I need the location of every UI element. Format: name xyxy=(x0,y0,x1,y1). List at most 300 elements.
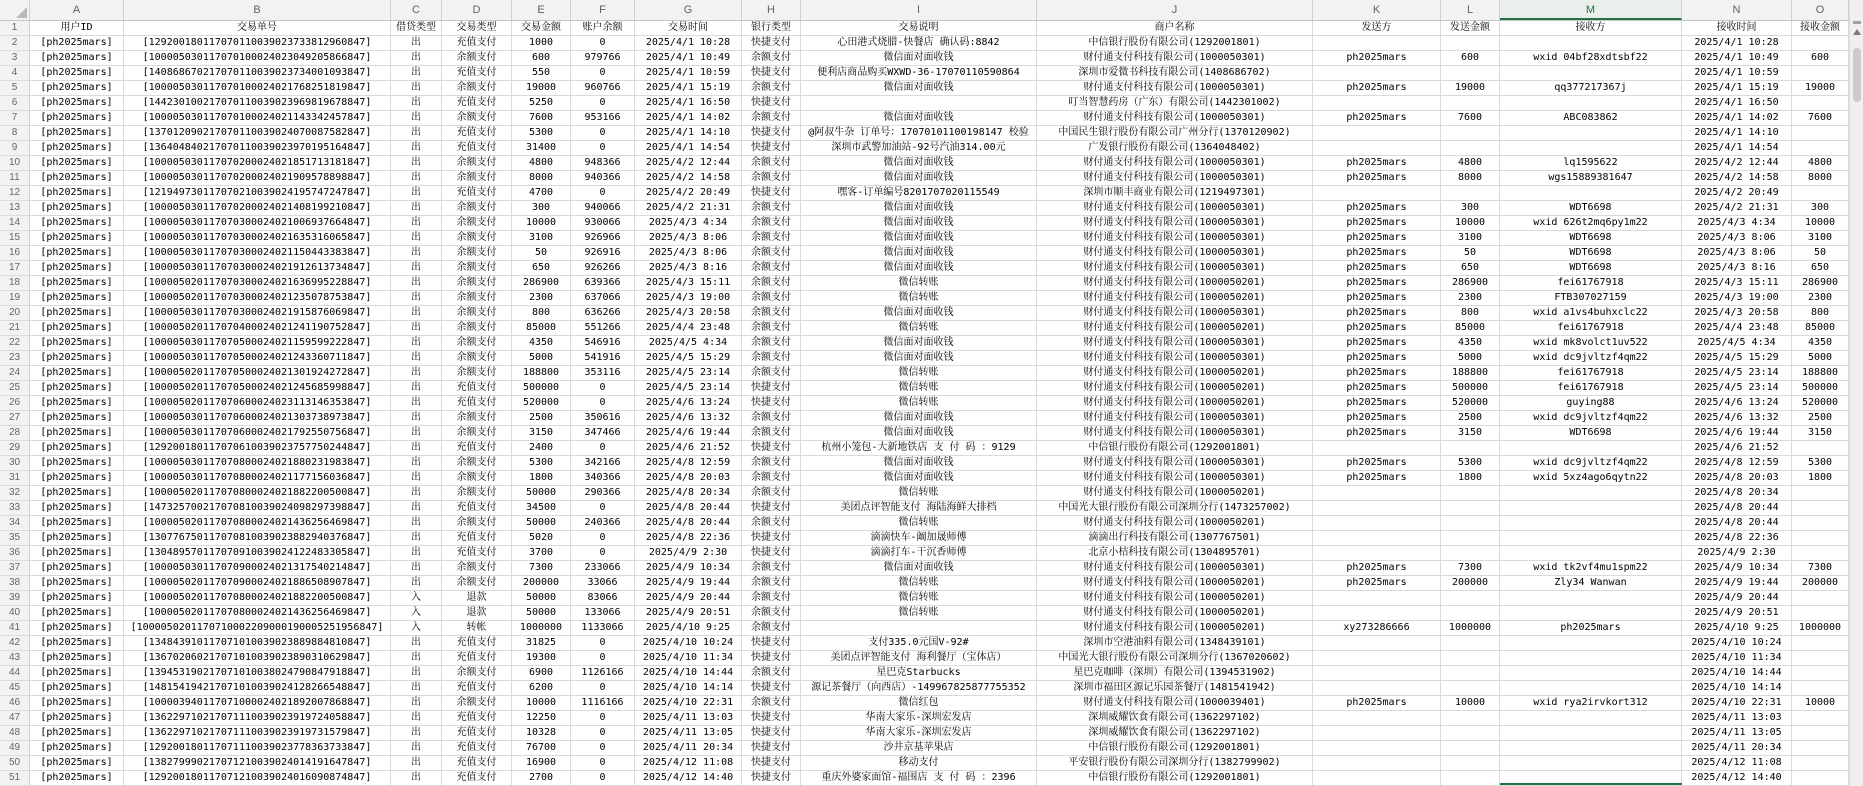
cell-G48[interactable]: 2025/4/11 13:05 xyxy=(635,726,742,741)
cell-J14[interactable]: 财付通支付科技有限公司(1000050301) xyxy=(1037,216,1313,231)
cell-F19[interactable]: 637066 xyxy=(571,291,635,306)
cell-E16[interactable]: 50 xyxy=(512,246,571,261)
cell-E49[interactable]: 76700 xyxy=(512,741,571,756)
cell-J44[interactable]: 星巴克咖啡（深圳）有限公司(1394531902) xyxy=(1037,666,1313,681)
cell-J32[interactable]: 财付通支付科技有限公司(1000050201) xyxy=(1037,486,1313,501)
row-header-27[interactable]: 27 xyxy=(0,411,30,426)
cell-O12[interactable] xyxy=(1792,186,1849,201)
cell-O9[interactable] xyxy=(1792,141,1849,156)
cell-D46[interactable]: 余额支付 xyxy=(442,696,512,711)
cell-G42[interactable]: 2025/4/10 10:24 xyxy=(635,636,742,651)
row-header-12[interactable]: 12 xyxy=(0,186,30,201)
cell-J27[interactable]: 财付通支付科技有限公司(1000050301) xyxy=(1037,411,1313,426)
cell-K3[interactable]: ph2025mars xyxy=(1313,51,1441,66)
cell-O40[interactable] xyxy=(1792,606,1849,621)
cell-C7[interactable]: 出 xyxy=(391,111,442,126)
cell-F18[interactable]: 639366 xyxy=(571,276,635,291)
cell-B45[interactable]: [148154194217071010039024128266548847] xyxy=(124,681,391,696)
row-header-25[interactable]: 25 xyxy=(0,381,30,396)
cell-E22[interactable]: 4350 xyxy=(512,336,571,351)
cell-B32[interactable]: [100005020117070800024021882200500847] xyxy=(124,486,391,501)
cell-A44[interactable]: [ph2025mars] xyxy=(30,666,124,681)
cell-F28[interactable]: 347466 xyxy=(571,426,635,441)
cell-B29[interactable]: [129200180117070610039023757750244847] xyxy=(124,441,391,456)
cell-K32[interactable] xyxy=(1313,486,1441,501)
cell-A10[interactable]: [ph2025mars] xyxy=(30,156,124,171)
cell-I2[interactable]: 心田港式烧腊-快餐店 确认码:8842 xyxy=(801,36,1037,51)
cell-J12[interactable]: 深圳市顺丰商业有限公司(1219497301) xyxy=(1037,186,1313,201)
row-header-13[interactable]: 13 xyxy=(0,201,30,216)
cell-G7[interactable]: 2025/4/1 14:02 xyxy=(635,111,742,126)
cell-G44[interactable]: 2025/4/10 14:44 xyxy=(635,666,742,681)
cell-O4[interactable] xyxy=(1792,66,1849,81)
cell-D33[interactable]: 充值支付 xyxy=(442,501,512,516)
cell-K44[interactable] xyxy=(1313,666,1441,681)
cell-O38[interactable]: 200000 xyxy=(1792,576,1849,591)
cell-L50[interactable] xyxy=(1441,756,1500,771)
cell-O45[interactable] xyxy=(1792,681,1849,696)
cell-B4[interactable]: [140868670217070110039023734001093847] xyxy=(124,66,391,81)
cell-K45[interactable] xyxy=(1313,681,1441,696)
cell-N20[interactable]: 2025/4/3 20:58 xyxy=(1682,306,1792,321)
cell-H36[interactable]: 快捷支付 xyxy=(742,546,801,561)
cell-A3[interactable]: [ph2025mars] xyxy=(30,51,124,66)
cell-C47[interactable]: 出 xyxy=(391,711,442,726)
cell-D40[interactable]: 退款 xyxy=(442,606,512,621)
cell-G22[interactable]: 2025/4/5 4:34 xyxy=(635,336,742,351)
cell-D47[interactable]: 充值支付 xyxy=(442,711,512,726)
cell-G35[interactable]: 2025/4/8 22:36 xyxy=(635,531,742,546)
row-header-42[interactable]: 42 xyxy=(0,636,30,651)
cell-F26[interactable]: 0 xyxy=(571,396,635,411)
cell-I12[interactable]: 嘿客-订单编号8201707020115549 xyxy=(801,186,1037,201)
cell-M8[interactable] xyxy=(1500,126,1682,141)
cell-O16[interactable]: 50 xyxy=(1792,246,1849,261)
cell-N32[interactable]: 2025/4/8 20:34 xyxy=(1682,486,1792,501)
cell-M35[interactable] xyxy=(1500,531,1682,546)
cell-D12[interactable]: 充值支付 xyxy=(442,186,512,201)
cell-K41[interactable]: xy273286666 xyxy=(1313,621,1441,636)
cell-J45[interactable]: 深圳市福田区源记乐园茶餐厅(1481541942) xyxy=(1037,681,1313,696)
cell-L14[interactable]: 10000 xyxy=(1441,216,1500,231)
cell-K17[interactable]: ph2025mars xyxy=(1313,261,1441,276)
cell-L49[interactable] xyxy=(1441,741,1500,756)
cell-C11[interactable]: 出 xyxy=(391,171,442,186)
column-header-M[interactable]: M xyxy=(1500,0,1682,20)
cell-F48[interactable]: 0 xyxy=(571,726,635,741)
cell-K24[interactable]: ph2025mars xyxy=(1313,366,1441,381)
cell-L20[interactable]: 800 xyxy=(1441,306,1500,321)
cell-L9[interactable] xyxy=(1441,141,1500,156)
cell-C17[interactable]: 出 xyxy=(391,261,442,276)
cell-N28[interactable]: 2025/4/6 19:44 xyxy=(1682,426,1792,441)
cell-F12[interactable]: 0 xyxy=(571,186,635,201)
cell-L48[interactable] xyxy=(1441,726,1500,741)
cell-B20[interactable]: [100005030117070300024021915876069847] xyxy=(124,306,391,321)
cell-M25[interactable]: fei61767918 xyxy=(1500,381,1682,396)
cell-B27[interactable]: [100005030117070600024021303738973847] xyxy=(124,411,391,426)
cell-K40[interactable] xyxy=(1313,606,1441,621)
cell-I51[interactable]: 重庆外婆家面馆-福围店 支 付 码 ：2396 xyxy=(801,771,1037,786)
cell-D3[interactable]: 余额支付 xyxy=(442,51,512,66)
cell-N23[interactable]: 2025/4/5 15:29 xyxy=(1682,351,1792,366)
cell-G8[interactable]: 2025/4/1 14:10 xyxy=(635,126,742,141)
cell-K33[interactable] xyxy=(1313,501,1441,516)
cell-E4[interactable]: 550 xyxy=(512,66,571,81)
cell-D7[interactable]: 余额支付 xyxy=(442,111,512,126)
cell-C36[interactable]: 出 xyxy=(391,546,442,561)
cell-N30[interactable]: 2025/4/8 12:59 xyxy=(1682,456,1792,471)
cell-I29[interactable]: 杭州小笼包-大新地铁店 支 付 码 ：9129 xyxy=(801,441,1037,456)
cell-H39[interactable]: 余额支付 xyxy=(742,591,801,606)
cell-N16[interactable]: 2025/4/3 8:06 xyxy=(1682,246,1792,261)
cell-G15[interactable]: 2025/4/3 8:06 xyxy=(635,231,742,246)
cell-K10[interactable]: ph2025mars xyxy=(1313,156,1441,171)
cell-O18[interactable]: 286900 xyxy=(1792,276,1849,291)
cell-L46[interactable]: 10000 xyxy=(1441,696,1500,711)
cell-A15[interactable]: [ph2025mars] xyxy=(30,231,124,246)
cell-E37[interactable]: 7300 xyxy=(512,561,571,576)
cell-F46[interactable]: 1116166 xyxy=(571,696,635,711)
cell-G37[interactable]: 2025/4/9 10:34 xyxy=(635,561,742,576)
cell-A1[interactable]: 用户ID xyxy=(30,21,124,36)
cell-L11[interactable]: 8000 xyxy=(1441,171,1500,186)
cell-J22[interactable]: 财付通支付科技有限公司(1000050301) xyxy=(1037,336,1313,351)
cell-H17[interactable]: 余额支付 xyxy=(742,261,801,276)
cell-H24[interactable]: 余额支付 xyxy=(742,366,801,381)
cell-N24[interactable]: 2025/4/5 23:14 xyxy=(1682,366,1792,381)
cell-I43[interactable]: 美团点评智能支付 海利餐厅（宝体店） xyxy=(801,651,1037,666)
cell-C51[interactable]: 出 xyxy=(391,771,442,786)
cell-G1[interactable]: 交易时间 xyxy=(635,21,742,36)
cell-I28[interactable]: 微信面对面收钱 xyxy=(801,426,1037,441)
cell-D32[interactable]: 余额支付 xyxy=(442,486,512,501)
row-header-6[interactable]: 6 xyxy=(0,96,30,111)
cell-N26[interactable]: 2025/4/6 13:24 xyxy=(1682,396,1792,411)
cell-J5[interactable]: 财付通支付科技有限公司(1000050301) xyxy=(1037,81,1313,96)
cell-B34[interactable]: [100005020117070800024021436256469847] xyxy=(124,516,391,531)
cell-I8[interactable]: @阿叔牛杂 订单号：17070101100198147 校验 xyxy=(801,126,1037,141)
cell-B14[interactable]: [100005030117070300024021006937664847] xyxy=(124,216,391,231)
cell-I35[interactable]: 滴滴快车-阚加晟师傅 xyxy=(801,531,1037,546)
cell-F39[interactable]: 83066 xyxy=(571,591,635,606)
cell-E46[interactable]: 10000 xyxy=(512,696,571,711)
cell-M14[interactable]: wxid 626t2mq6py1m22 xyxy=(1500,216,1682,231)
cell-E8[interactable]: 5300 xyxy=(512,126,571,141)
cell-N12[interactable]: 2025/4/2 20:49 xyxy=(1682,186,1792,201)
cell-G14[interactable]: 2025/4/3 4:34 xyxy=(635,216,742,231)
cell-C28[interactable]: 出 xyxy=(391,426,442,441)
row-header-51[interactable]: 51 xyxy=(0,771,30,786)
cell-D15[interactable]: 余额支付 xyxy=(442,231,512,246)
cell-F8[interactable]: 0 xyxy=(571,126,635,141)
row-header-38[interactable]: 38 xyxy=(0,576,30,591)
cell-B31[interactable]: [100005030117070800024021177156036847] xyxy=(124,471,391,486)
cell-C21[interactable]: 出 xyxy=(391,321,442,336)
cell-C37[interactable]: 出 xyxy=(391,561,442,576)
cell-M9[interactable] xyxy=(1500,141,1682,156)
cell-K28[interactable]: ph2025mars xyxy=(1313,426,1441,441)
cell-O23[interactable]: 5000 xyxy=(1792,351,1849,366)
cell-I48[interactable]: 华南大家乐-深圳宏发店 xyxy=(801,726,1037,741)
cell-B1[interactable]: 交易单号 xyxy=(124,21,391,36)
cell-E32[interactable]: 50000 xyxy=(512,486,571,501)
cell-K22[interactable]: ph2025mars xyxy=(1313,336,1441,351)
cell-G24[interactable]: 2025/4/5 23:14 xyxy=(635,366,742,381)
cell-A25[interactable]: [ph2025mars] xyxy=(30,381,124,396)
cell-M44[interactable] xyxy=(1500,666,1682,681)
cell-M15[interactable]: WDT6698 xyxy=(1500,231,1682,246)
cell-F11[interactable]: 940366 xyxy=(571,171,635,186)
cell-C43[interactable]: 出 xyxy=(391,651,442,666)
cell-B23[interactable]: [100005030117070500024021243360711847] xyxy=(124,351,391,366)
cell-C32[interactable]: 出 xyxy=(391,486,442,501)
cell-O27[interactable]: 2500 xyxy=(1792,411,1849,426)
cell-H27[interactable]: 余额支付 xyxy=(742,411,801,426)
cell-C30[interactable]: 出 xyxy=(391,456,442,471)
cell-A12[interactable]: [ph2025mars] xyxy=(30,186,124,201)
cell-K35[interactable] xyxy=(1313,531,1441,546)
cell-I26[interactable]: 微信转账 xyxy=(801,396,1037,411)
cell-N4[interactable]: 2025/4/1 10:59 xyxy=(1682,66,1792,81)
cell-J37[interactable]: 财付通支付科技有限公司(1000050301) xyxy=(1037,561,1313,576)
cell-B6[interactable]: [144230100217070110039023969819678847] xyxy=(124,96,391,111)
cell-C13[interactable]: 出 xyxy=(391,201,442,216)
cell-B30[interactable]: [100005030117070800024021880231983847] xyxy=(124,456,391,471)
cell-K30[interactable]: ph2025mars xyxy=(1313,456,1441,471)
cell-C50[interactable]: 出 xyxy=(391,756,442,771)
cell-M6[interactable] xyxy=(1500,96,1682,111)
cell-F45[interactable]: 0 xyxy=(571,681,635,696)
cell-K49[interactable] xyxy=(1313,741,1441,756)
cell-B5[interactable]: [100005030117070100024021768251819847] xyxy=(124,81,391,96)
cell-F23[interactable]: 541916 xyxy=(571,351,635,366)
row-header-14[interactable]: 14 xyxy=(0,216,30,231)
cell-N29[interactable]: 2025/4/6 21:52 xyxy=(1682,441,1792,456)
cell-I46[interactable]: 微信红包 xyxy=(801,696,1037,711)
cell-I4[interactable]: 便利店商品购买WXWD-36-17070110590864 xyxy=(801,66,1037,81)
row-header-31[interactable]: 31 xyxy=(0,471,30,486)
cell-I50[interactable]: 移动支付 xyxy=(801,756,1037,771)
cell-L22[interactable]: 4350 xyxy=(1441,336,1500,351)
cell-H3[interactable]: 余额支付 xyxy=(742,51,801,66)
cell-C19[interactable]: 出 xyxy=(391,291,442,306)
cell-H43[interactable]: 快捷支付 xyxy=(742,651,801,666)
row-header-22[interactable]: 22 xyxy=(0,336,30,351)
cell-M10[interactable]: lq1595622 xyxy=(1500,156,1682,171)
cell-O32[interactable] xyxy=(1792,486,1849,501)
cell-K26[interactable]: ph2025mars xyxy=(1313,396,1441,411)
cell-B51[interactable]: [129200180117071210039024016090874847] xyxy=(124,771,391,786)
cell-L24[interactable]: 188800 xyxy=(1441,366,1500,381)
cell-G30[interactable]: 2025/4/8 12:59 xyxy=(635,456,742,471)
cell-H51[interactable]: 快捷支付 xyxy=(742,771,801,786)
row-header-24[interactable]: 24 xyxy=(0,366,30,381)
cell-A19[interactable]: [ph2025mars] xyxy=(30,291,124,306)
cell-G23[interactable]: 2025/4/5 15:29 xyxy=(635,351,742,366)
cell-N2[interactable]: 2025/4/1 10:28 xyxy=(1682,36,1792,51)
cell-B9[interactable]: [136404840217070110039023970195164847] xyxy=(124,141,391,156)
cell-G38[interactable]: 2025/4/9 19:44 xyxy=(635,576,742,591)
cell-N42[interactable]: 2025/4/10 10:24 xyxy=(1682,636,1792,651)
cell-J41[interactable]: 财付通支付科技有限公司(1000050201) xyxy=(1037,621,1313,636)
cell-D34[interactable]: 余额支付 xyxy=(442,516,512,531)
cell-N11[interactable]: 2025/4/2 14:58 xyxy=(1682,171,1792,186)
cell-B10[interactable]: [100005030117070200024021851713181847] xyxy=(124,156,391,171)
column-header-H[interactable]: H xyxy=(742,0,801,20)
row-header-11[interactable]: 11 xyxy=(0,171,30,186)
cell-O24[interactable]: 188800 xyxy=(1792,366,1849,381)
cell-G50[interactable]: 2025/4/12 11:08 xyxy=(635,756,742,771)
cell-F1[interactable]: 账户余额 xyxy=(571,21,635,36)
cell-I19[interactable]: 微信转账 xyxy=(801,291,1037,306)
cell-B3[interactable]: [100005030117070100024023049205866847] xyxy=(124,51,391,66)
row-header-3[interactable]: 3 xyxy=(0,51,30,66)
cell-E1[interactable]: 交易金额 xyxy=(512,21,571,36)
column-header-L[interactable]: L xyxy=(1441,0,1500,20)
cell-E13[interactable]: 300 xyxy=(512,201,571,216)
row-header-2[interactable]: 2 xyxy=(0,36,30,51)
cell-L33[interactable] xyxy=(1441,501,1500,516)
cell-N1[interactable]: 接收时间 xyxy=(1682,21,1792,36)
cell-H18[interactable]: 余额支付 xyxy=(742,276,801,291)
cell-F25[interactable]: 0 xyxy=(571,381,635,396)
cell-J26[interactable]: 财付通支付科技有限公司(1000050201) xyxy=(1037,396,1313,411)
cell-L15[interactable]: 3100 xyxy=(1441,231,1500,246)
cell-K21[interactable]: ph2025mars xyxy=(1313,321,1441,336)
cell-F29[interactable]: 0 xyxy=(571,441,635,456)
cell-F33[interactable]: 0 xyxy=(571,501,635,516)
cell-F49[interactable]: 0 xyxy=(571,741,635,756)
cell-H30[interactable]: 余额支付 xyxy=(742,456,801,471)
cell-L41[interactable]: 1000000 xyxy=(1441,621,1500,636)
cell-E25[interactable]: 500000 xyxy=(512,381,571,396)
cell-C4[interactable]: 出 xyxy=(391,66,442,81)
cell-N9[interactable]: 2025/4/1 14:54 xyxy=(1682,141,1792,156)
cell-L36[interactable] xyxy=(1441,546,1500,561)
cell-I5[interactable]: 微信面对面收钱 xyxy=(801,81,1037,96)
cell-D4[interactable]: 充值支付 xyxy=(442,66,512,81)
cell-O30[interactable]: 5300 xyxy=(1792,456,1849,471)
cell-E26[interactable]: 520000 xyxy=(512,396,571,411)
cell-K42[interactable] xyxy=(1313,636,1441,651)
row-header-49[interactable]: 49 xyxy=(0,741,30,756)
cell-E50[interactable]: 16900 xyxy=(512,756,571,771)
cell-E2[interactable]: 1000 xyxy=(512,36,571,51)
cell-J11[interactable]: 财付通支付科技有限公司(1000050301) xyxy=(1037,171,1313,186)
cell-G19[interactable]: 2025/4/3 19:00 xyxy=(635,291,742,306)
cell-F10[interactable]: 948366 xyxy=(571,156,635,171)
cell-I18[interactable]: 微信转账 xyxy=(801,276,1037,291)
cell-B24[interactable]: [100005020117070500024021301924272847] xyxy=(124,366,391,381)
cell-H40[interactable]: 余额支付 xyxy=(742,606,801,621)
row-header-44[interactable]: 44 xyxy=(0,666,30,681)
cell-H2[interactable]: 快捷支付 xyxy=(742,36,801,51)
cell-D44[interactable]: 余额支付 xyxy=(442,666,512,681)
cell-J42[interactable]: 深圳市空港油料有限公司(1348439101) xyxy=(1037,636,1313,651)
cell-K47[interactable] xyxy=(1313,711,1441,726)
cell-J50[interactable]: 平安银行股份有限公司深圳分行(1382799902) xyxy=(1037,756,1313,771)
cell-M47[interactable] xyxy=(1500,711,1682,726)
cell-C18[interactable]: 出 xyxy=(391,276,442,291)
cell-A2[interactable]: [ph2025mars] xyxy=(30,36,124,51)
cell-F34[interactable]: 240366 xyxy=(571,516,635,531)
cell-M12[interactable] xyxy=(1500,186,1682,201)
cell-J13[interactable]: 财付通支付科技有限公司(1000050301) xyxy=(1037,201,1313,216)
row-header-43[interactable]: 43 xyxy=(0,651,30,666)
cell-L45[interactable] xyxy=(1441,681,1500,696)
cell-C29[interactable]: 出 xyxy=(391,441,442,456)
cell-I39[interactable]: 微信转账 xyxy=(801,591,1037,606)
cell-G10[interactable]: 2025/4/2 12:44 xyxy=(635,156,742,171)
cell-M40[interactable] xyxy=(1500,606,1682,621)
cell-C6[interactable]: 出 xyxy=(391,96,442,111)
cell-K5[interactable]: ph2025mars xyxy=(1313,81,1441,96)
cell-J16[interactable]: 财付通支付科技有限公司(1000050301) xyxy=(1037,246,1313,261)
cell-F37[interactable]: 233066 xyxy=(571,561,635,576)
split-handle[interactable] xyxy=(1853,21,1861,24)
cell-E5[interactable]: 19000 xyxy=(512,81,571,96)
cell-F43[interactable]: 0 xyxy=(571,651,635,666)
cell-H4[interactable]: 快捷支付 xyxy=(742,66,801,81)
cell-G16[interactable]: 2025/4/3 8:06 xyxy=(635,246,742,261)
cell-K34[interactable] xyxy=(1313,516,1441,531)
row-header-41[interactable]: 41 xyxy=(0,621,30,636)
cell-A34[interactable]: [ph2025mars] xyxy=(30,516,124,531)
cell-D13[interactable]: 余额支付 xyxy=(442,201,512,216)
column-header-O[interactable]: O xyxy=(1792,0,1849,20)
cell-N7[interactable]: 2025/4/1 14:02 xyxy=(1682,111,1792,126)
cell-M2[interactable] xyxy=(1500,36,1682,51)
cell-H47[interactable]: 快捷支付 xyxy=(742,711,801,726)
cell-B26[interactable]: [100005020117070600024023113146353847] xyxy=(124,396,391,411)
cell-I9[interactable]: 深圳市武警加油站-92号汽油314.00元 xyxy=(801,141,1037,156)
cell-L12[interactable] xyxy=(1441,186,1500,201)
cell-M3[interactable]: wxid 04bf28xdtsbf22 xyxy=(1500,51,1682,66)
cell-B37[interactable]: [100005030117070900024021317540214847] xyxy=(124,561,391,576)
cell-J34[interactable]: 财付通支付科技有限公司(1000050201) xyxy=(1037,516,1313,531)
cell-N33[interactable]: 2025/4/8 20:44 xyxy=(1682,501,1792,516)
cell-J6[interactable]: 叮当智慧药房（广东）有限公司(1442301002) xyxy=(1037,96,1313,111)
cell-D22[interactable]: 余额支付 xyxy=(442,336,512,351)
cell-M32[interactable] xyxy=(1500,486,1682,501)
cell-A40[interactable]: [ph2025mars] xyxy=(30,606,124,621)
cell-D14[interactable]: 余额支付 xyxy=(442,216,512,231)
cell-D37[interactable]: 余额支付 xyxy=(442,561,512,576)
cell-J4[interactable]: 深圳市爱微书科技有限公司(1408686702) xyxy=(1037,66,1313,81)
cell-K6[interactable] xyxy=(1313,96,1441,111)
cell-D18[interactable]: 余额支付 xyxy=(442,276,512,291)
cell-N43[interactable]: 2025/4/10 11:34 xyxy=(1682,651,1792,666)
cell-F30[interactable]: 342166 xyxy=(571,456,635,471)
cell-M42[interactable] xyxy=(1500,636,1682,651)
cell-D45[interactable]: 充值支付 xyxy=(442,681,512,696)
cell-O37[interactable]: 7300 xyxy=(1792,561,1849,576)
cell-F3[interactable]: 979766 xyxy=(571,51,635,66)
column-header-N[interactable]: N xyxy=(1682,0,1792,20)
column-header-C[interactable]: C xyxy=(391,0,442,20)
cell-K18[interactable]: ph2025mars xyxy=(1313,276,1441,291)
cell-F4[interactable]: 0 xyxy=(571,66,635,81)
cell-L10[interactable]: 4800 xyxy=(1441,156,1500,171)
cell-B40[interactable]: [100005020117070800024021436256469847] xyxy=(124,606,391,621)
cell-G28[interactable]: 2025/4/6 19:44 xyxy=(635,426,742,441)
cell-N34[interactable]: 2025/4/8 20:44 xyxy=(1682,516,1792,531)
cell-G11[interactable]: 2025/4/2 14:58 xyxy=(635,171,742,186)
cell-M17[interactable]: WDT6698 xyxy=(1500,261,1682,276)
cell-K50[interactable] xyxy=(1313,756,1441,771)
cell-G29[interactable]: 2025/4/6 21:52 xyxy=(635,441,742,456)
